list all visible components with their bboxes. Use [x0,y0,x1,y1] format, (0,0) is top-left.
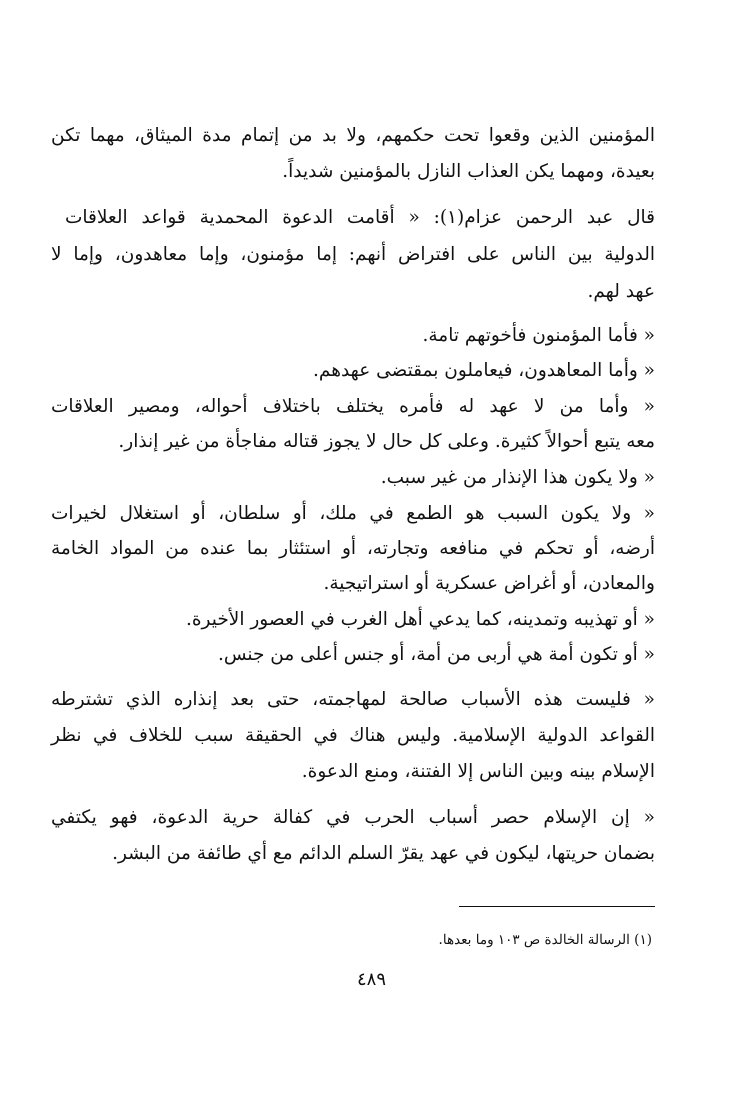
page-number: ٤٨٩ [356,969,386,990]
text-line: الإسلام بينه وبين الناس إلا الفتنة، ومنع الدعوة. [301,761,655,782]
text-line: أرضه، أو تحكم في منافعه وتجارته، أو استئثار بما عنده من المواد الخامة [51,538,655,559]
text-line: معه يتبع أحوالاً كثيرة. وعلى كل حال لا يجوز قتاله مفاجأة من غير إنذار. [118,431,655,452]
text-line: القواعد الدولية الإسلامية. وليس هناك في الحقيقة سبب للخلاف في نظر [51,725,655,746]
text-line: « ولا يكون السبب هو الطمع في ملك، أو سلطان، أو استغلال لخيرات [51,503,655,524]
footnote: (١) الرسالة الخالدة ص ١٠٣ وما بعدها. [438,932,652,948]
footnote-rule [459,906,655,907]
text-line: قال عبد الرحمن عزام(١): « أقامت الدعوة المحمدية قواعد العلاقات [65,207,655,228]
text-line: الدولية بين الناس على افتراض أنهم: إما مؤمنون، وإما معاهدون، وإما لا [51,244,655,265]
text-line: المؤمنين الذين وقعوا تحت حكمهم، ولا بد من إتمام مدة الميثاق، مهما تكن [51,125,655,146]
text-line: « وأما من لا عهد له فأمره يختلف باختلاف أحواله، ومصير العلاقات [51,396,655,417]
text-line: والمعادن، أو أغراض عسكرية أو استراتيجية. [323,573,655,594]
text-line: « وأما المعاهدون، فيعاملون بمقتضى عهدهم. [313,360,655,381]
text-line: « فأما المؤمنون فأخوتهم تامة. [422,325,655,346]
text-line: بضمان حريتها، ليكون في عهد يقرّ السلم الدائم مع أي طائفة من البشر. [112,843,655,864]
text-line: عهد لهم. [587,281,655,302]
text-line: بعيدة، ومهما يكن العذاب النازل بالمؤمنين شديداً. [282,161,655,182]
text-line: « إن الإسلام حصر أسباب الحرب في كفالة حرية الدعوة، فهو يكتفي [51,807,655,828]
text-line: « ولا يكون هذا الإنذار من غير سبب. [380,467,655,488]
text-line: « فليست هذه الأسباب صالحة لمهاجمته، حتى بعد إنذاره الذي تشترطه [51,689,655,710]
text-line: « أو تكون أمة هي أربى من أمة، أو جنس أعلى من جنس. [217,644,655,665]
text-line: « أو تهذيبه وتمدينه، كما يدعي أهل الغرب في العصور الأخيرة. [185,609,655,630]
